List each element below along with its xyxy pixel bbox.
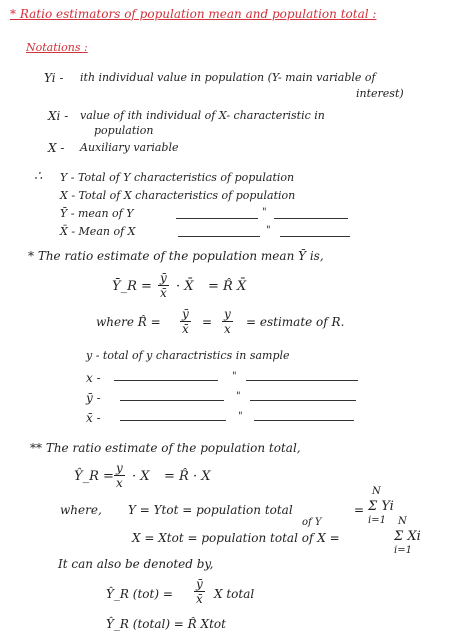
xtot-definition: X = Xtot = population total of X =: [132, 531, 340, 545]
sum-xi: Σ Xi: [394, 529, 421, 544]
fraction-numerator: y: [116, 461, 123, 475]
mean-estimate-lhs: Ȳ_R =: [112, 279, 152, 294]
ditto-mark: ": [238, 411, 243, 422]
ditto-mark: ": [266, 225, 271, 236]
blank-line: [178, 236, 260, 237]
population-x-total: X - Total of X characteristics of population: [60, 189, 296, 202]
fraction-denominator: x̄: [160, 286, 167, 300]
notation-xi-desc-line1: value of ith individual of X- characteristic in: [80, 109, 325, 122]
of-y-label: of Y: [302, 517, 322, 528]
notation-yi-desc-line2: interest): [356, 87, 404, 100]
blank-line: [246, 380, 358, 381]
population-y-mean: Ȳ - mean of Y: [60, 207, 134, 220]
fraction-denominator: x: [224, 322, 231, 336]
fraction-y-over-x: [114, 462, 125, 489]
population-x-mean: X̄ - Mean of X: [60, 225, 136, 238]
denoted-line1-rhs: X total: [214, 587, 255, 601]
fraction-numerator: ȳ: [182, 307, 189, 321]
sum-lower-limit: i=1: [394, 545, 412, 556]
sample-x-mean: x̄ -: [86, 411, 101, 425]
fraction-numerator: ȳ: [196, 577, 203, 591]
blank-line: [254, 420, 354, 421]
equals-sign: =: [202, 315, 213, 329]
notation-x-desc: Auxiliary variable: [80, 141, 179, 154]
blank-line: [120, 400, 224, 401]
total-estimate-lhs: Ŷ_R =: [74, 469, 114, 484]
fraction-ybar-over-xbar: [180, 308, 191, 335]
notation-yi-symbol: Yi -: [44, 71, 64, 85]
sum-upper-limit: N: [398, 516, 407, 527]
sample-x-total: x -: [86, 371, 101, 385]
page-title: * Ratio estimators of population mean and population total :: [10, 7, 377, 21]
sample-y-total: y - total of y charactristics in sample: [86, 349, 290, 362]
sum-upper-limit: N: [372, 486, 381, 497]
fraction-numerator: y: [224, 307, 231, 321]
ditto-mark: ": [262, 207, 267, 218]
fraction-ybar-over-xbar: [194, 578, 205, 605]
where-rhat: where R̂ =: [96, 315, 161, 329]
eq-rhat-xbar: = R̂ X̄: [208, 279, 247, 294]
denoted-text: It can also be denoted by,: [58, 557, 214, 571]
denoted-line1-lhs: Ŷ_R (tot) =: [106, 587, 173, 601]
ytot-definition: Y = Ytot = population total: [128, 503, 293, 517]
times-xbar: · X̄: [176, 279, 194, 294]
blank-line: [274, 218, 348, 219]
denoted-line2: Ŷ_R (total) = R̂ Xtot: [106, 617, 226, 631]
blank-line: [114, 380, 218, 381]
sum-lower-limit: i=1: [368, 515, 386, 526]
fraction-denominator: x: [116, 476, 123, 490]
estimate-of-r: = estimate of R.: [246, 315, 345, 329]
blank-line: [120, 420, 226, 421]
ditto-mark: ": [232, 371, 237, 382]
total-section-heading: ** The ratio estimate of the population total,: [30, 441, 301, 455]
equals-sign: =: [354, 503, 365, 517]
eq-rhat-x: = R̂ · X: [164, 469, 211, 484]
times-x: · X: [132, 469, 150, 484]
notation-x-symbol: X -: [48, 141, 65, 155]
mean-section-heading: * The ratio estimate of the population mean Ȳ is,: [28, 249, 324, 263]
fraction-y-over-x: [222, 308, 233, 335]
fraction-denominator: x̄: [196, 592, 203, 606]
ditto-mark: ": [236, 391, 241, 402]
therefore-symbol: ∴: [34, 169, 43, 184]
fraction-numerator: ȳ: [160, 271, 167, 285]
where-label: where,: [60, 503, 102, 517]
fraction-ybar-over-xbar: [158, 272, 169, 299]
notation-xi-symbol: Xi -: [48, 109, 69, 123]
blank-line: [176, 218, 258, 219]
notation-xi-desc-line2: population: [94, 124, 154, 137]
sum-yi: Σ Yi: [368, 499, 394, 514]
blank-line: [250, 400, 356, 401]
notation-yi-desc-line1: ith individual value in population (Y- main variable of: [80, 71, 376, 84]
sample-y-mean: ȳ -: [86, 391, 101, 405]
blank-line: [280, 236, 350, 237]
fraction-denominator: x̄: [182, 322, 189, 336]
population-y-total: Y - Total of Y characteristics of population: [60, 171, 295, 184]
notations-heading: Notations :: [26, 41, 88, 54]
